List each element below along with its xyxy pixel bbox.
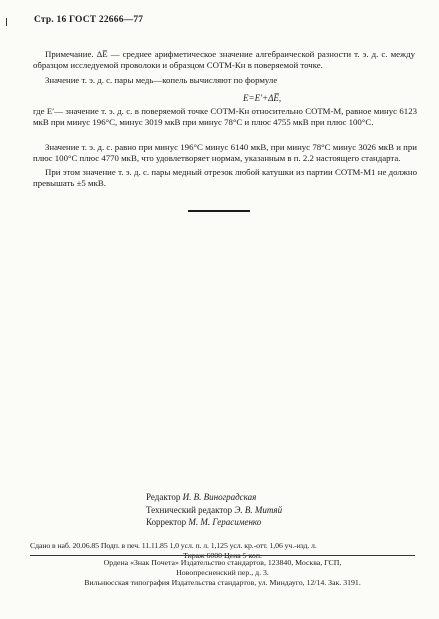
publisher-line-3: Вильнюсская типография Издательства стандартов, ул. Миндауго, 12/14. Зак. 3191. xyxy=(84,578,361,587)
publisher-line-2: Новопресненский пер., д. 3. xyxy=(176,568,269,577)
page-header: Стр. 16 ГОСТ 22666—77 xyxy=(34,15,144,25)
credit-editor xyxy=(146,491,282,504)
publisher-line-1: Ордена «Знак Почета» Издательство стандартов, 123840, Москва, ГСП, xyxy=(103,558,342,567)
credit-tech-label: Технический редактор xyxy=(146,504,233,515)
credits xyxy=(146,491,282,529)
credit-proofreader xyxy=(146,516,282,529)
note-paragraph: Примечание. ΔE̅ — среднее арифметическое значение алгебраической разности т. э. д. с. между образцом исследуемой проволоки и образцом СОТМ-Кн в поверяемой точке. xyxy=(33,49,415,70)
credit-proof-label: Корректор xyxy=(146,517,187,528)
formula: E=E′+ΔE̅, xyxy=(243,93,282,103)
pair-value-paragraph: При этом значение т. э. д. с. пары медный отрезок любой катушки из партии СОТМ-М1 не должно превышать ±5 мкВ. xyxy=(33,167,417,188)
credit-editor-label: Редактор xyxy=(146,492,181,502)
credit-proof-name: М. М. Герасименко xyxy=(188,517,262,528)
formula-intro-paragraph: Значение т. э. д. с. пары медь—копель вычисляют по формуле xyxy=(45,75,278,85)
publisher-info xyxy=(30,558,415,588)
imprint-divider xyxy=(30,555,415,556)
thermo-value-paragraph: Значение т. э. д. с. равно при минус 196°С минус 6140 мкВ, при минус 78°С минус 3026 мкВ и при плюс 100°С плюс 4770 мкВ, что удовлетворяет нормам, указанным в п. 2.2 настоящего стандарта. xyxy=(33,142,417,163)
credit-tech-name: Э. В. Митяй xyxy=(234,504,283,515)
imprint-tiraj: Тираж 6000 Цена 5 коп. xyxy=(183,550,262,560)
credit-tech-editor xyxy=(146,504,282,517)
end-rule xyxy=(188,210,250,212)
credit-editor-name: И. В. Виноградская xyxy=(182,492,257,502)
where-paragraph: где E′— значение т. э. д. с. в поверяемой точке СОТМ-Кн относительно СОТМ-М, равное минус 6123 мкВ при минус 196°С, минус 3019 мкВ при минус 78°С и плюс 4755 мкВ при плюс 100°С. xyxy=(33,106,417,127)
imprint-line: Сдано в наб. 20.06.85 Подп. в печ. 11.11.85 1,0 усл. п. л. 1,125 усл. кр.-отт. 1,06 уч.-изд. л. xyxy=(30,541,317,550)
margin-mark xyxy=(6,18,7,26)
